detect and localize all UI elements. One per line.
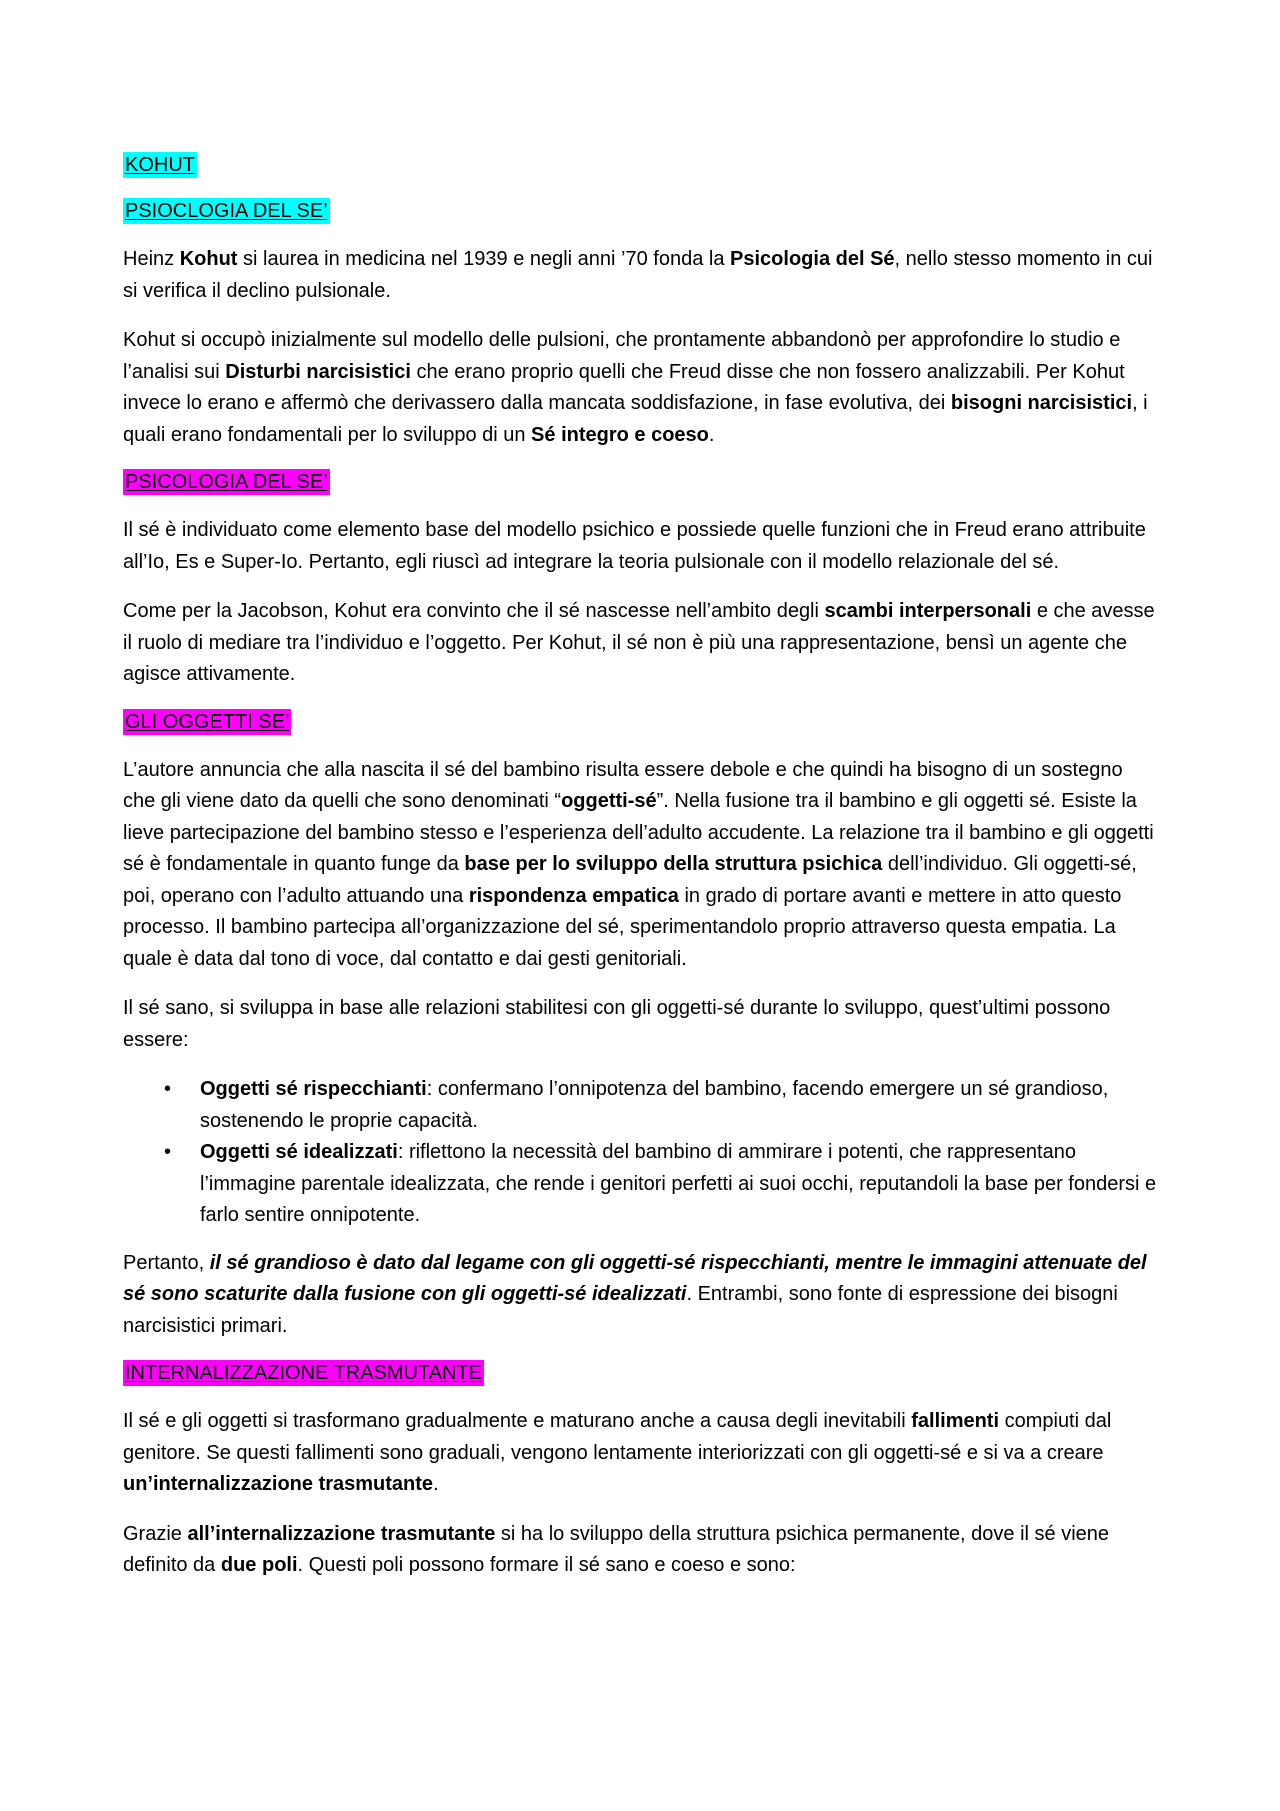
paragraph-intro: Heinz Kohut si laurea in medicina nel 1939 e negli anni ’70 fonda la Psicologia del Sé, nello stesso momento in cui si verifica il declino pulsionale.: [123, 248, 1153, 302]
heading-gli-oggetti-se: GLI OGGETTI SE’: [125, 710, 290, 733]
heading-oggetti-row: [123, 709, 1160, 735]
paragraph-fallimenti: Il sé e gli oggetti si trasformano gradualmente e maturano anche a causa degli inevitabili fallimenti compiuti dal genitore. Se questi fallimenti sono graduali, vengono lentamente interiorizzati con gli oggetti-sé e si va a creare un’internalizzazione trasmutante.: [123, 1410, 1112, 1495]
paragraph-pertanto: Pertanto, il sé grandioso è dato dal legame con gli oggetti-sé rispecchianti, mentre le immagini attenuate del sé sono scaturite dalla fusione con gli oggetti-sé idealizzati. Entrambi, sono fonte di espressione dei bisogni narcisistici primari.: [123, 1251, 1147, 1337]
heading-psicologia-row: [123, 469, 1160, 495]
paragraph-oggetti-se: L’autore annuncia che alla nascita il sé del bambino risulta essere debole e che quindi ha bisogno di un sostegno che gli viene dato da quelli che sono denominati “oggetti-sé”. Nella fusione tra il bambino e gli oggetti sé. Esiste la lieve partecipazione del bambino stesso e l’esperienza dell’adulto accudente. La relazione tra il bambino e gli oggetti sé è fondamentale in quanto funge da base per lo sviluppo della struttura psichica dell’individuo. Gli oggetti-sé, poi, operano con l’adulto attuando una rispondenza empatica in grado di portare avanti e mettere in atto questo processo. Il bambino partecipa all’organizzazione del sé, sperimentandolo proprio attraverso questa empatia. La quale è data dal tono di voce, dal contatto e dai gesti genitoriali.: [123, 758, 1154, 970]
paragraph-disturbi: Kohut si occupò inizialmente sul modello delle pulsioni, che prontamente abbandonò per approfondire lo studio e l’analisi sui Disturbi narcisistici che erano proprio quelli che Freud disse che non fossero analizzabili. Per Kohut invece lo erano e affermò che derivassero dalla mancata soddisfazione, in fase evolutiva, dei bisogni narcisistici, i quali erano fondamentali per lo sviluppo di un Sé integro e coeso.: [123, 329, 1148, 446]
paragraph-se-elemento-base: Il sé è individuato come elemento base del modello psichico e possiede quelle funzioni che in Freud erano attribuite all’Io, Es e Super-Io. Pertanto, egli riuscì ad integrare la teoria pulsionale con il modello relazionale del sé.: [123, 519, 1146, 573]
heading-psicologia-del-se: PSICOLOGIA DEL SE’: [125, 471, 328, 493]
list-item: • Oggetti sé rispecchianti: confermano l’onnipotenza del bambino, facendo emergere un sé grandioso, sostenendo le proprie capacità.: [200, 1074, 1160, 1137]
paragraph-se-sano: Il sé sano, si sviluppa in base alle relazioni stabilitesi con gli oggetti-sé durante lo sviluppo, quest’ultimi possono essere:: [123, 997, 1111, 1051]
bullet-icon: •: [164, 1078, 172, 1100]
heading-psiclogia-row: [123, 198, 1160, 224]
heading-internalizzazione-row: [123, 1360, 1160, 1386]
bullet-list-oggetti: [123, 1074, 1160, 1232]
heading-kohut-row: [123, 152, 1160, 178]
heading-internalizzazione-trasmutante: INTERNALIZZAZIONE TRASMUTANTE: [125, 1362, 483, 1384]
heading-kohut: KOHUT: [125, 154, 195, 176]
list-item: • Oggetti sé idealizzati: riflettono la necessità del bambino di ammirare i potenti, che rappresentano l’immagine parentale idealizzata, che rende i genitori perfetti ai suoi occhi, reputandoli la base per fondersi e farlo sentire onnipotente.: [200, 1137, 1160, 1232]
heading-psiclogia-del-se: PSIOCLOGIA DEL SE’: [125, 200, 328, 222]
bullet-icon: •: [164, 1141, 172, 1163]
paragraph-due-poli: Grazie all’internalizzazione trasmutante si ha lo sviluppo della struttura psichica permanente, dove il sé viene definito da due poli. Questi poli possono formare il sé sano e coeso e sono:: [123, 1522, 1109, 1576]
paragraph-jacobson: Come per la Jacobson, Kohut era convinto che il sé nascesse nell’ambito degli scambi interpersonali e che avesse il ruolo di mediare tra l’individuo e l’oggetto. Per Kohut, il sé non è più una rappresentazione, bensì un agente che agisce attivamente.: [123, 600, 1155, 685]
